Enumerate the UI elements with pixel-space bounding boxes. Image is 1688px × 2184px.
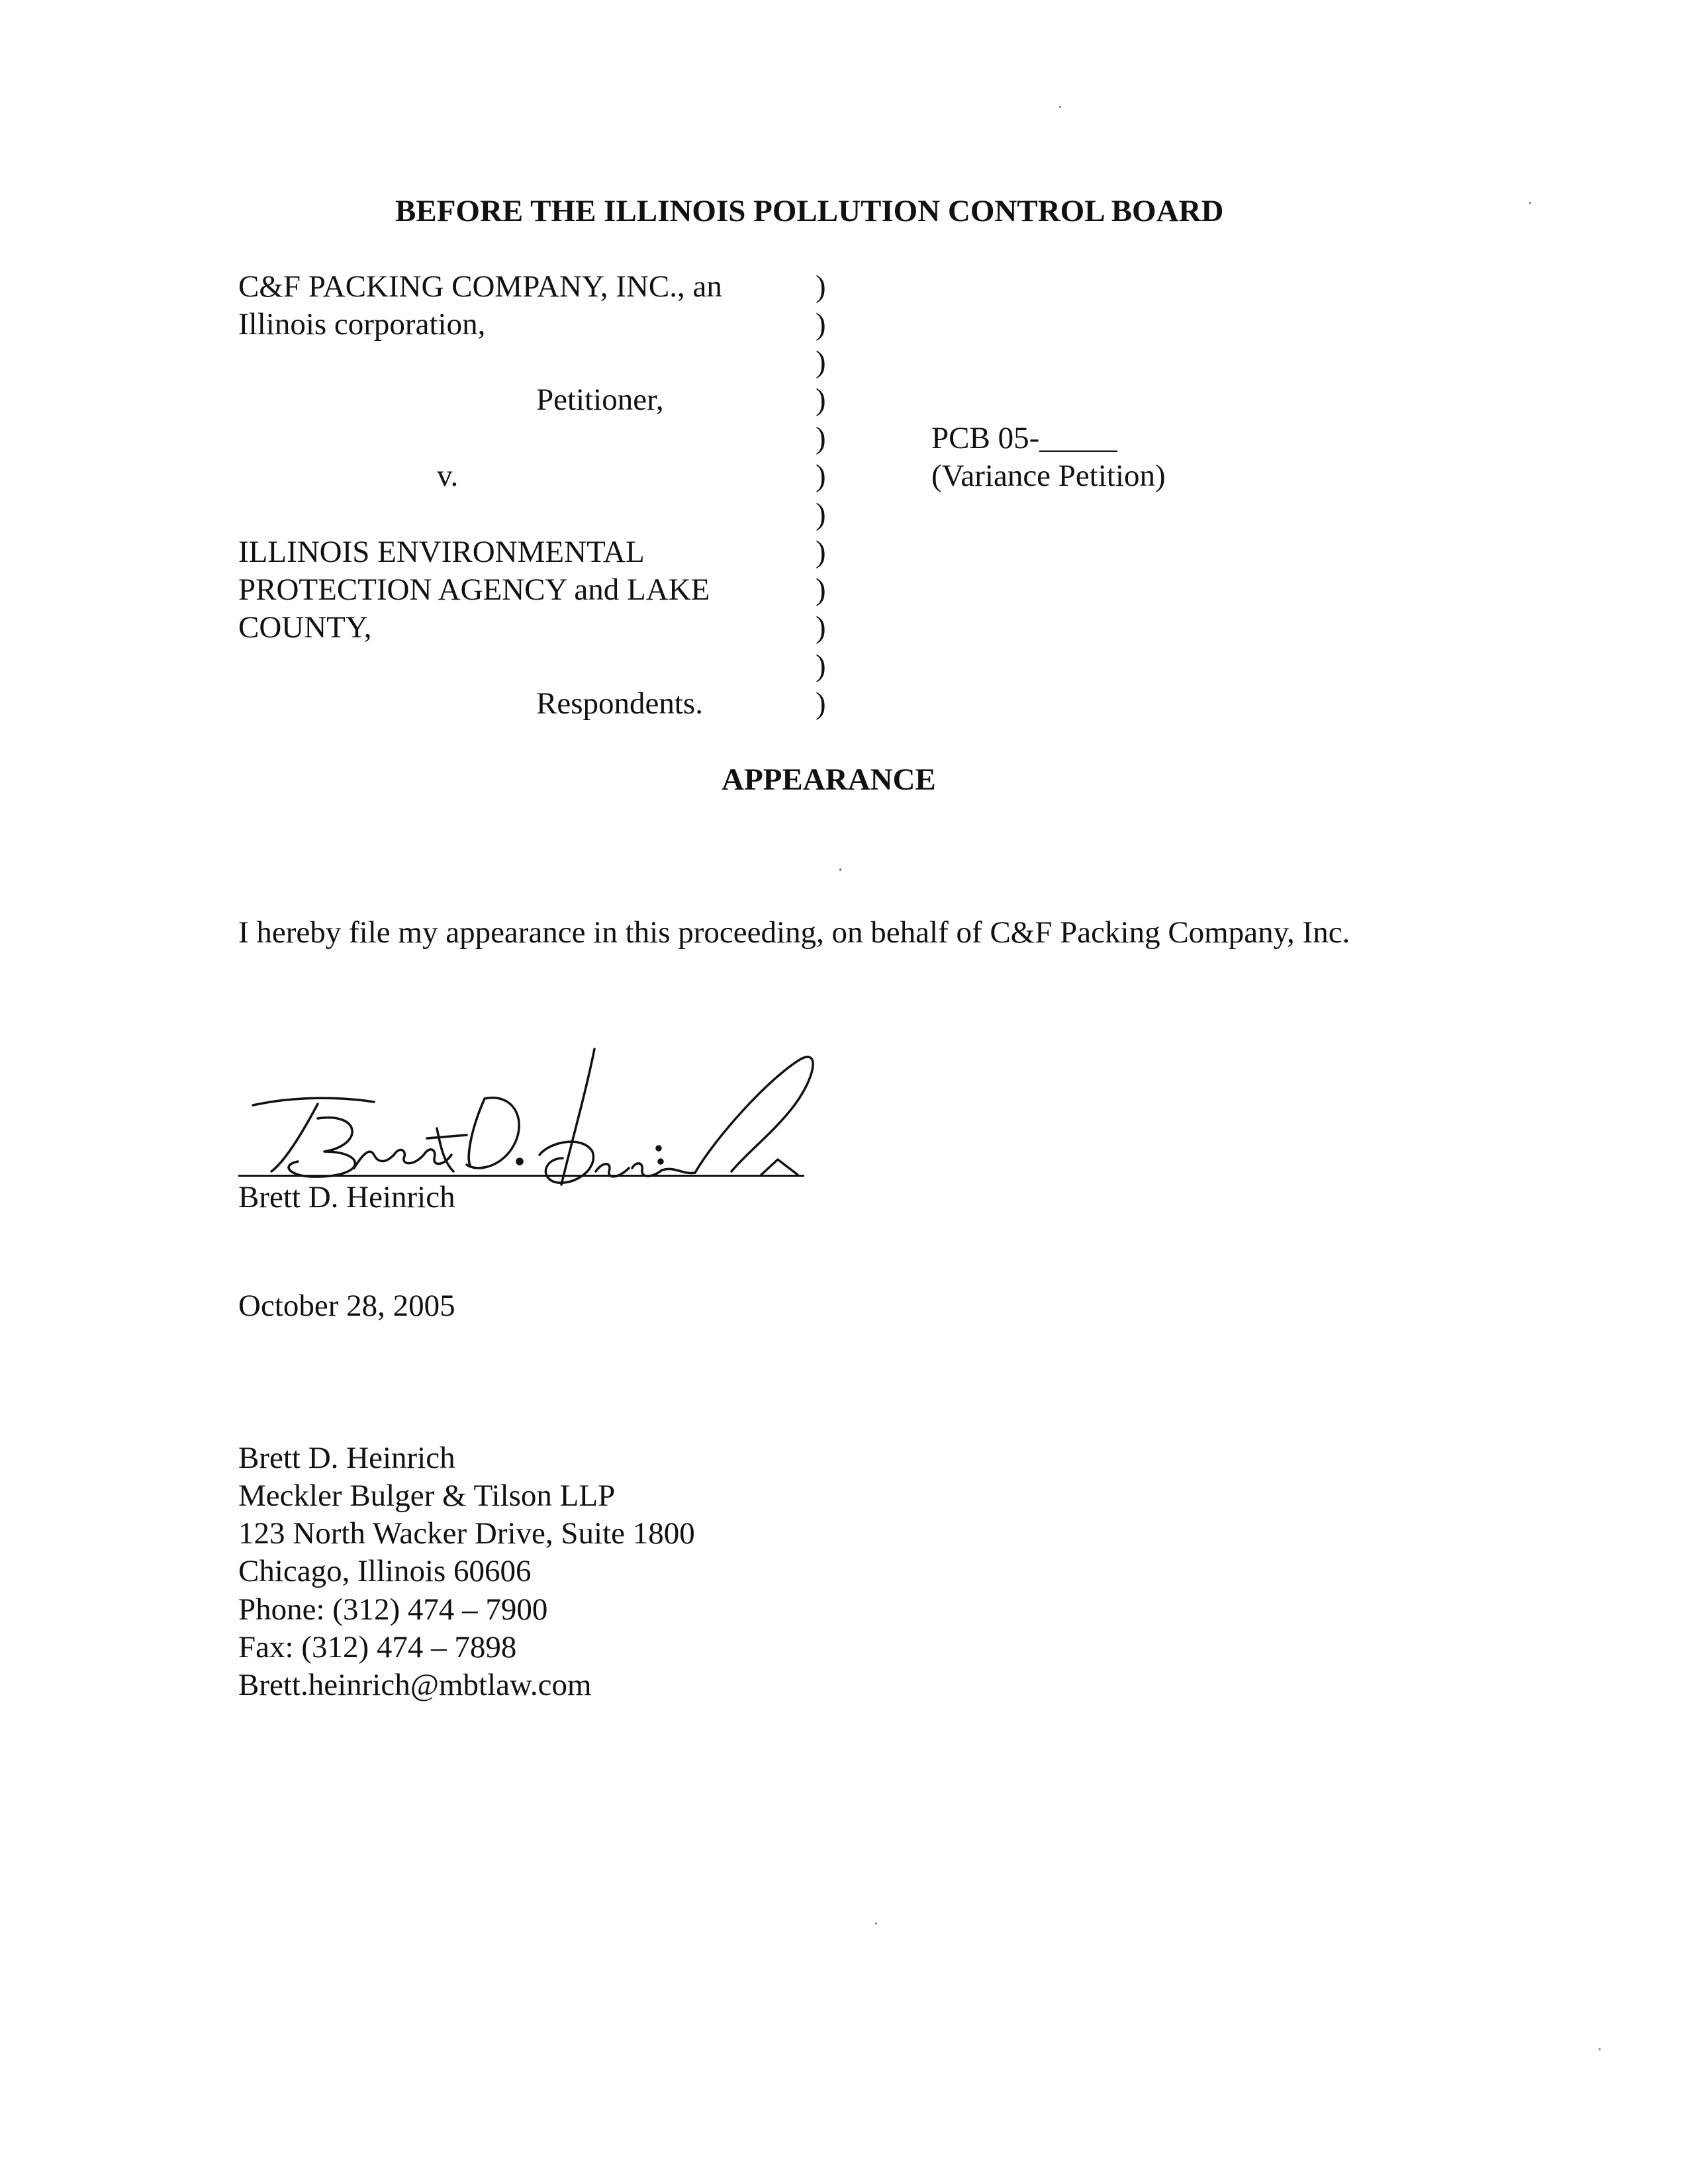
signer-name: Brett D. Heinrich — [238, 1180, 455, 1214]
caption-paren: ) — [816, 383, 826, 417]
versus-label: v. — [437, 459, 459, 493]
scan-speck — [839, 868, 841, 871]
caption-paren: ) — [816, 307, 826, 341]
document-title: BEFORE THE ILLINOIS POLLUTION CONTROL BOARD — [395, 194, 1224, 228]
scan-speck — [1059, 106, 1061, 108]
petitioner-name-line1: C&F PACKING COMPANY, INC., an — [238, 269, 722, 304]
scan-speck — [875, 1923, 877, 1925]
case-number: PCB 05-_____ — [931, 421, 1117, 455]
caption-paren: ) — [816, 649, 826, 683]
contact-firm: Meckler Bulger & Tilson LLP — [238, 1479, 616, 1513]
signature-line — [238, 1175, 804, 1177]
caption-paren: ) — [816, 686, 826, 721]
caption-paren: ) — [816, 459, 826, 493]
caption-paren: ) — [816, 497, 826, 531]
appearance-heading: APPEARANCE — [722, 762, 936, 797]
petitioner-label: Petitioner, — [536, 383, 664, 417]
caption-paren: ) — [816, 269, 826, 304]
scan-speck — [1529, 202, 1531, 204]
respondent-name-line3: COUNTY, — [238, 610, 372, 645]
caption-paren: ) — [816, 421, 826, 455]
contact-city: Chicago, Illinois 60606 — [238, 1554, 532, 1588]
petitioner-name-line2: Illinois corporation, — [238, 307, 486, 341]
caption-paren: ) — [816, 610, 826, 645]
contact-phone: Phone: (312) 474 – 7900 — [238, 1592, 548, 1627]
respondent-name-line2: PROTECTION AGENCY and LAKE — [238, 572, 710, 607]
contact-address: 123 North Wacker Drive, Suite 1800 — [238, 1516, 695, 1551]
respondent-name-line1: ILLINOIS ENVIRONMENTAL — [238, 535, 645, 569]
signature-date: October 28, 2005 — [238, 1289, 455, 1323]
scan-speck — [1599, 2048, 1601, 2050]
contact-email: Brett.heinrich@mbtlaw.com — [238, 1668, 592, 1702]
respondent-label: Respondents. — [536, 686, 703, 721]
contact-fax: Fax: (312) 474 – 7898 — [238, 1630, 517, 1664]
caption-paren: ) — [816, 535, 826, 569]
caption-paren: ) — [816, 572, 826, 607]
case-type: (Variance Petition) — [931, 459, 1166, 493]
caption-paren: ) — [816, 345, 826, 379]
appearance-statement: I hereby file my appearance in this proceeding, on behalf of C&F Packing Company, Inc. — [238, 915, 1350, 950]
contact-name: Brett D. Heinrich — [238, 1441, 455, 1475]
